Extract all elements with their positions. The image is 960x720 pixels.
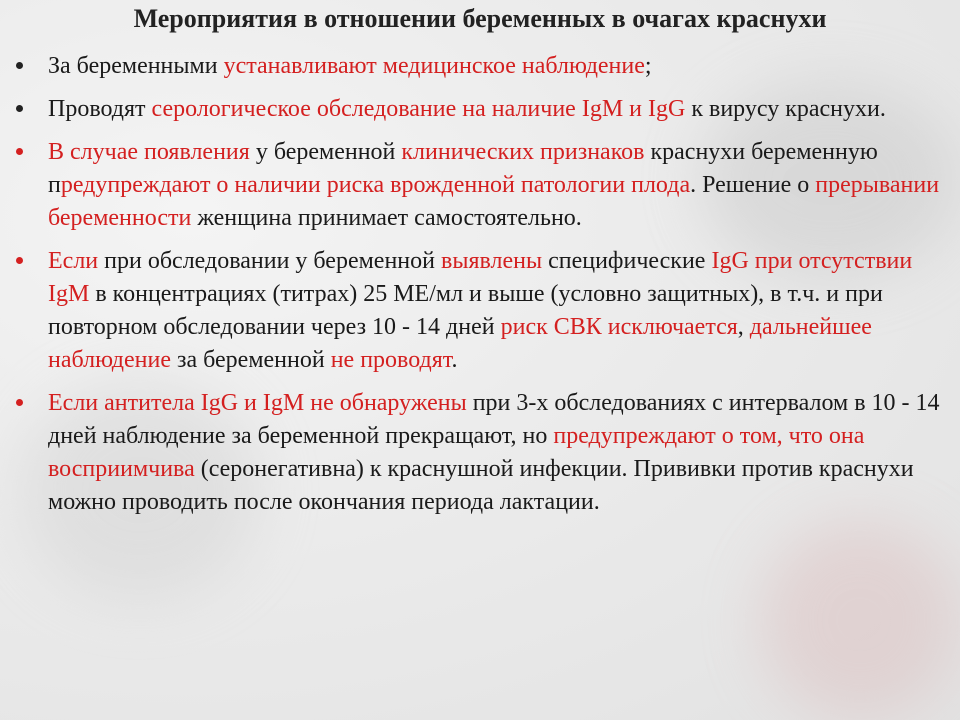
bullet-item — [14, 93, 949, 126]
bullet-dot-icon — [16, 399, 23, 406]
bullet-dot-icon — [16, 148, 23, 155]
highlighted-text: IgG при отсутствии IgM — [48, 248, 913, 307]
bullet-dot-icon — [16, 62, 23, 69]
highlighted-text: Если — [48, 248, 99, 274]
body-text: Проводят — [48, 96, 152, 122]
bullet-dot-icon — [16, 105, 23, 112]
highlighted-text: В случае появления — [48, 139, 250, 165]
bullet-item — [14, 50, 949, 83]
body-text: при 3-х обследованиях с интервалом в 10 - 14 дней наблюдение за беременной прекращают, но — [48, 390, 940, 449]
body-text: За беременными — [48, 53, 224, 79]
body-text: при обследовании у беременной — [98, 248, 441, 274]
body-text: в концентрациях (титрах) 25 МЕ/мл и выше (условно защитных), в т.ч. и при повторном обследовании через 10 - 14 дней — [48, 281, 883, 340]
body-text: ; — [644, 53, 652, 79]
body-text: за беременной — [171, 347, 331, 373]
highlighted-text: не проводят — [330, 347, 452, 373]
bullet-list — [14, 50, 949, 529]
body-text: (серонегативна) к краснушной инфекции. Прививки против краснухи можно проводить после окончания периода лактации. — [48, 456, 914, 515]
bullet-item — [14, 136, 949, 235]
highlighted-text: риск СВК исключается — [500, 314, 738, 340]
body-text: у беременной — [249, 139, 402, 165]
highlighted-text: выявлены — [440, 248, 543, 274]
body-text: краснухи беременную п — [48, 139, 878, 198]
bullet-item — [14, 387, 949, 519]
bullet-item — [14, 245, 949, 377]
body-text: . Решение о — [690, 172, 816, 198]
highlighted-text: редупреждают о наличии риска врожденной патологии плода — [60, 172, 691, 198]
body-text: к вирусу краснухи. — [685, 96, 886, 122]
bullet-dot-icon — [16, 257, 23, 264]
highlighted-text: Если антитела IgG и IgM не обнаружены — [48, 390, 467, 416]
body-text: специфические — [542, 248, 712, 274]
slide-title: Мероприятия в отношении беременных в очагах краснухи — [133, 4, 827, 33]
body-text: , — [737, 314, 750, 340]
body-text: . — [451, 347, 458, 373]
highlighted-text: клинических признаков — [401, 139, 645, 165]
highlighted-text: дальнейшее наблюдение — [48, 314, 872, 373]
highlighted-text: предупреждают о том, что она восприимчива — [48, 423, 865, 482]
highlighted-text: прерывании беременности — [48, 172, 940, 231]
background-blob — [760, 520, 960, 720]
highlighted-text: устанавливают медицинское наблюдение — [223, 53, 645, 79]
highlighted-text: серологическое обследование на наличие IgM и IgG — [151, 96, 686, 122]
body-text: женщина принимает самостоятельно. — [191, 205, 582, 231]
